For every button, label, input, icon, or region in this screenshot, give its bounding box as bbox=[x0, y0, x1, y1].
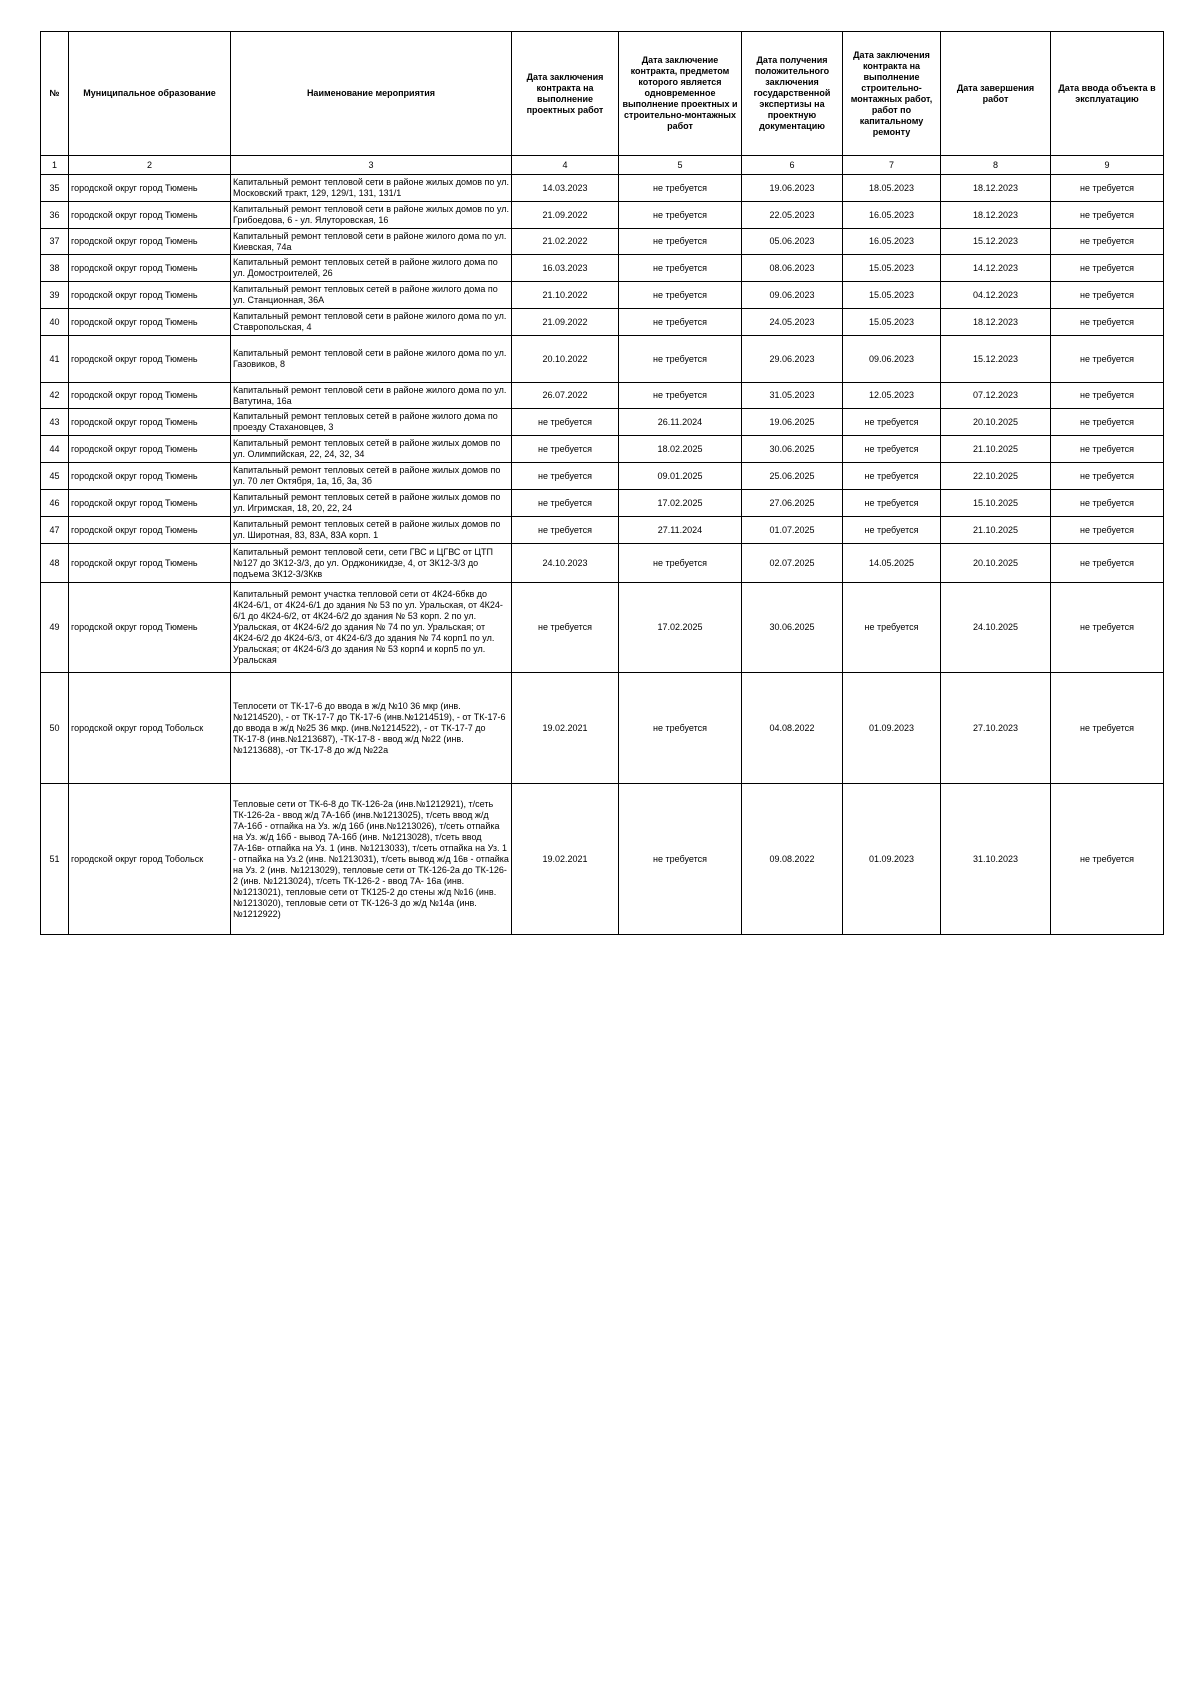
cell-municipality: городской округ город Тюмень bbox=[69, 383, 231, 409]
cell-commissioning-date: не требуется bbox=[1051, 409, 1164, 436]
cell-event-name: Капитальный ремонт тепловой сети в районе жилых домов по ул. Грибоедова, 6 - ул. Ялуторовская, 16 bbox=[231, 202, 512, 229]
cell-municipality: городской округ город Тюмень bbox=[69, 409, 231, 436]
schedule-table bbox=[40, 31, 1164, 935]
table-body bbox=[41, 175, 1164, 935]
header-cell-construction-contract-date: Дата заключения контракта на выполнение строительно-монтажных работ, работ по капитальному ремонту bbox=[843, 32, 941, 156]
cell-completion-date: 18.12.2023 bbox=[941, 175, 1051, 202]
cell-event-name: Теплосети от ТК-17-6 до ввода в ж/д №10 36 мкр (инв. №1214520), - от ТК-17-7 до ТК-17-6 (инв.№1214519), - от ТК-17-6 до ввода в ж/д №25 36 мкр. (инв.№1214522), - от ТК-17-7 до ТК-17-8 (инв.№1213687), -ТК-17-8 - ввод ж/д №22 (инв. №1213688), -от ТК-17-8 до ж/д №22а bbox=[231, 673, 512, 784]
cell-municipality: городской округ город Тюмень bbox=[69, 463, 231, 490]
cell-completion-date: 04.12.2023 bbox=[941, 282, 1051, 309]
cell-combined-contract-date: 17.02.2025 bbox=[619, 583, 742, 673]
cell-commissioning-date: не требуется bbox=[1051, 544, 1164, 583]
cell-row-number: 41 bbox=[41, 336, 69, 383]
cell-completion-date: 24.10.2025 bbox=[941, 583, 1051, 673]
cell-design-contract-date: не требуется bbox=[512, 517, 619, 544]
table-row bbox=[41, 383, 1164, 409]
table-row bbox=[41, 490, 1164, 517]
cell-row-number: 51 bbox=[41, 784, 69, 935]
cell-design-contract-date: не требуется bbox=[512, 436, 619, 463]
cell-expertise-date: 25.06.2025 bbox=[742, 463, 843, 490]
cell-completion-date: 21.10.2025 bbox=[941, 517, 1051, 544]
cell-event-name: Капитальный ремонт тепловых сетей в районе жилых домов по ул. 70 лет Октября, 1а, 1б, 3а, 3б bbox=[231, 463, 512, 490]
cell-commissioning-date: не требуется bbox=[1051, 202, 1164, 229]
cell-commissioning-date: не требуется bbox=[1051, 583, 1164, 673]
cell-commissioning-date: не требуется bbox=[1051, 383, 1164, 409]
cell-row-number: 45 bbox=[41, 463, 69, 490]
cell-row-number: 42 bbox=[41, 383, 69, 409]
table-row bbox=[41, 784, 1164, 935]
cell-event-name: Капитальный ремонт тепловой сети в районе жилых домов по ул. Московский тракт, 129, 129/1, 131, 131/1 bbox=[231, 175, 512, 202]
cell-expertise-date: 22.05.2023 bbox=[742, 202, 843, 229]
column-number: 5 bbox=[619, 156, 742, 175]
cell-design-contract-date: 21.10.2022 bbox=[512, 282, 619, 309]
cell-completion-date: 27.10.2023 bbox=[941, 673, 1051, 784]
cell-design-contract-date: 21.02.2022 bbox=[512, 229, 619, 255]
cell-design-contract-date: не требуется bbox=[512, 583, 619, 673]
column-number: 3 bbox=[231, 156, 512, 175]
cell-completion-date: 14.12.2023 bbox=[941, 255, 1051, 282]
cell-event-name: Капитальный ремонт тепловой сети в районе жилого дома по ул. Ставропольская, 4 bbox=[231, 309, 512, 336]
cell-municipality: городской округ город Тюмень bbox=[69, 544, 231, 583]
cell-construction-contract-date: 16.05.2023 bbox=[843, 229, 941, 255]
cell-combined-contract-date: 17.02.2025 bbox=[619, 490, 742, 517]
cell-event-name: Капитальный ремонт участка тепловой сети от 4К24-6бкв до 4К24-6/1, от 4К24-6/1 до здания № 53 по ул. Уральская, от 4К24-6/1 до 4К24-6/2, от 4К24-6/2 до здания № 53 корп. 2 по ул. Уральская, от 4К24-6/2 до здания № 74 по ул. Уральская; от 4К24-6/2 до 4К24-6/3, от 4К24-6/3 до здания № 74 корп1 по ул. Уральская; от 4К24-6/3 до здания № 53 корп4 и корп5 по ул. Уральская bbox=[231, 583, 512, 673]
cell-construction-contract-date: 18.05.2023 bbox=[843, 175, 941, 202]
cell-event-name: Капитальный ремонт тепловых сетей в районе жилых домов по ул. Олимпийская, 22, 24, 32, 34 bbox=[231, 436, 512, 463]
cell-design-contract-date: 20.10.2022 bbox=[512, 336, 619, 383]
header-cell-expertise-date: Дата получения положительного заключения государственной экспертизы на проектную документацию bbox=[742, 32, 843, 156]
cell-row-number: 39 bbox=[41, 282, 69, 309]
cell-design-contract-date: 26.07.2022 bbox=[512, 383, 619, 409]
cell-completion-date: 20.10.2025 bbox=[941, 544, 1051, 583]
cell-completion-date: 20.10.2025 bbox=[941, 409, 1051, 436]
cell-expertise-date: 09.06.2023 bbox=[742, 282, 843, 309]
cell-construction-contract-date: не требуется bbox=[843, 490, 941, 517]
cell-completion-date: 22.10.2025 bbox=[941, 463, 1051, 490]
cell-construction-contract-date: не требуется bbox=[843, 517, 941, 544]
cell-design-contract-date: 16.03.2023 bbox=[512, 255, 619, 282]
cell-construction-contract-date: 01.09.2023 bbox=[843, 784, 941, 935]
cell-construction-contract-date: 14.05.2025 bbox=[843, 544, 941, 583]
cell-design-contract-date: 14.03.2023 bbox=[512, 175, 619, 202]
cell-expertise-date: 01.07.2025 bbox=[742, 517, 843, 544]
cell-row-number: 43 bbox=[41, 409, 69, 436]
cell-municipality: городской округ город Тюмень bbox=[69, 175, 231, 202]
cell-row-number: 36 bbox=[41, 202, 69, 229]
cell-municipality: городской округ город Тюмень bbox=[69, 517, 231, 544]
cell-completion-date: 15.10.2025 bbox=[941, 490, 1051, 517]
cell-commissioning-date: не требуется bbox=[1051, 436, 1164, 463]
cell-completion-date: 18.12.2023 bbox=[941, 309, 1051, 336]
table-row bbox=[41, 336, 1164, 383]
cell-event-name: Капитальный ремонт тепловых сетей в районе жилого дома по ул. Станционная, 36А bbox=[231, 282, 512, 309]
cell-municipality: городской округ город Тюмень bbox=[69, 436, 231, 463]
cell-expertise-date: 31.05.2023 bbox=[742, 383, 843, 409]
column-number: 9 bbox=[1051, 156, 1164, 175]
cell-construction-contract-date: 09.06.2023 bbox=[843, 336, 941, 383]
cell-row-number: 50 bbox=[41, 673, 69, 784]
cell-completion-date: 31.10.2023 bbox=[941, 784, 1051, 935]
cell-row-number: 48 bbox=[41, 544, 69, 583]
cell-construction-contract-date: 15.05.2023 bbox=[843, 309, 941, 336]
column-number: 6 bbox=[742, 156, 843, 175]
cell-expertise-date: 30.06.2025 bbox=[742, 436, 843, 463]
cell-combined-contract-date: не требуется bbox=[619, 202, 742, 229]
cell-design-contract-date: не требуется bbox=[512, 409, 619, 436]
cell-construction-contract-date: не требуется bbox=[843, 409, 941, 436]
cell-municipality: городской округ город Тобольск bbox=[69, 784, 231, 935]
column-number: 8 bbox=[941, 156, 1051, 175]
header-cell-combined-contract-date: Дата заключение контракта, предметом которого является одновременное выполнение проектных и строительно-монтажных работ bbox=[619, 32, 742, 156]
cell-combined-contract-date: не требуется bbox=[619, 229, 742, 255]
cell-commissioning-date: не требуется bbox=[1051, 463, 1164, 490]
cell-commissioning-date: не требуется bbox=[1051, 784, 1164, 935]
cell-construction-contract-date: 15.05.2023 bbox=[843, 255, 941, 282]
header-cell-design-contract-date: Дата заключения контракта на выполнение проектных работ bbox=[512, 32, 619, 156]
cell-construction-contract-date: не требуется bbox=[843, 583, 941, 673]
cell-commissioning-date: не требуется bbox=[1051, 229, 1164, 255]
cell-completion-date: 15.12.2023 bbox=[941, 229, 1051, 255]
cell-combined-contract-date: не требуется bbox=[619, 784, 742, 935]
cell-design-contract-date: не требуется bbox=[512, 463, 619, 490]
cell-commissioning-date: не требуется bbox=[1051, 673, 1164, 784]
cell-completion-date: 21.10.2025 bbox=[941, 436, 1051, 463]
cell-event-name: Капитальный ремонт тепловой сети в районе жилого дома по ул. Газовиков, 8 bbox=[231, 336, 512, 383]
column-number: 4 bbox=[512, 156, 619, 175]
cell-commissioning-date: не требуется bbox=[1051, 175, 1164, 202]
cell-commissioning-date: не требуется bbox=[1051, 490, 1164, 517]
cell-construction-contract-date: не требуется bbox=[843, 436, 941, 463]
cell-municipality: городской округ город Тюмень bbox=[69, 229, 231, 255]
cell-expertise-date: 19.06.2023 bbox=[742, 175, 843, 202]
cell-combined-contract-date: не требуется bbox=[619, 309, 742, 336]
table-row bbox=[41, 463, 1164, 490]
cell-completion-date: 07.12.2023 bbox=[941, 383, 1051, 409]
cell-row-number: 47 bbox=[41, 517, 69, 544]
cell-municipality: городской округ город Тюмень bbox=[69, 309, 231, 336]
cell-expertise-date: 27.06.2025 bbox=[742, 490, 843, 517]
cell-construction-contract-date: 01.09.2023 bbox=[843, 673, 941, 784]
header-row bbox=[41, 32, 1164, 156]
header-cell-event-name: Наименование мероприятия bbox=[231, 32, 512, 156]
cell-design-contract-date: 19.02.2021 bbox=[512, 673, 619, 784]
table-row bbox=[41, 673, 1164, 784]
cell-event-name: Капитальный ремонт тепловых сетей в районе жилого дома по проезду Стахановцев, 3 bbox=[231, 409, 512, 436]
cell-expertise-date: 04.08.2022 bbox=[742, 673, 843, 784]
column-number: 7 bbox=[843, 156, 941, 175]
cell-municipality: городской округ город Тюмень bbox=[69, 282, 231, 309]
header-cell-number: № bbox=[41, 32, 69, 156]
cell-combined-contract-date: не требуется bbox=[619, 544, 742, 583]
cell-event-name: Капитальный ремонт тепловой сети в районе жилого дома по ул. Ватутина, 16а bbox=[231, 383, 512, 409]
cell-commissioning-date: не требуется bbox=[1051, 282, 1164, 309]
table-row bbox=[41, 175, 1164, 202]
cell-construction-contract-date: не требуется bbox=[843, 463, 941, 490]
table-row bbox=[41, 255, 1164, 282]
column-number: 1 bbox=[41, 156, 69, 175]
cell-row-number: 40 bbox=[41, 309, 69, 336]
cell-construction-contract-date: 15.05.2023 bbox=[843, 282, 941, 309]
cell-design-contract-date: 21.09.2022 bbox=[512, 309, 619, 336]
column-number: 2 bbox=[69, 156, 231, 175]
cell-combined-contract-date: не требуется bbox=[619, 175, 742, 202]
cell-event-name: Капитальный ремонт тепловых сетей в районе жилых домов по ул. Широтная, 83, 83А, 83А корп. 1 bbox=[231, 517, 512, 544]
cell-design-contract-date: 24.10.2023 bbox=[512, 544, 619, 583]
cell-expertise-date: 08.06.2023 bbox=[742, 255, 843, 282]
cell-combined-contract-date: не требуется bbox=[619, 673, 742, 784]
cell-municipality: городской округ город Тюмень bbox=[69, 202, 231, 229]
cell-row-number: 49 bbox=[41, 583, 69, 673]
cell-row-number: 38 bbox=[41, 255, 69, 282]
cell-expertise-date: 19.06.2025 bbox=[742, 409, 843, 436]
cell-row-number: 46 bbox=[41, 490, 69, 517]
cell-design-contract-date: 19.02.2021 bbox=[512, 784, 619, 935]
cell-municipality: городской округ город Тюмень bbox=[69, 583, 231, 673]
cell-commissioning-date: не требуется bbox=[1051, 517, 1164, 544]
header-cell-commissioning-date: Дата ввода объекта в эксплуатацию bbox=[1051, 32, 1164, 156]
table-row bbox=[41, 436, 1164, 463]
cell-event-name: Капитальный ремонт тепловых сетей в районе жилых домов по ул. Игримская, 18, 20, 22, 24 bbox=[231, 490, 512, 517]
header-cell-municipality: Муниципальное образование bbox=[69, 32, 231, 156]
cell-combined-contract-date: не требуется bbox=[619, 282, 742, 309]
cell-combined-contract-date: не требуется bbox=[619, 383, 742, 409]
cell-event-name: Капитальный ремонт тепловой сети в районе жилого дома по ул. Киевская, 74а bbox=[231, 229, 512, 255]
cell-expertise-date: 30.06.2025 bbox=[742, 583, 843, 673]
cell-expertise-date: 02.07.2025 bbox=[742, 544, 843, 583]
cell-municipality: городской округ город Тюмень bbox=[69, 336, 231, 383]
table-row bbox=[41, 309, 1164, 336]
cell-commissioning-date: не требуется bbox=[1051, 255, 1164, 282]
cell-row-number: 35 bbox=[41, 175, 69, 202]
cell-completion-date: 15.12.2023 bbox=[941, 336, 1051, 383]
cell-construction-contract-date: 12.05.2023 bbox=[843, 383, 941, 409]
header-cell-completion-date: Дата завершения работ bbox=[941, 32, 1051, 156]
table-row bbox=[41, 229, 1164, 255]
cell-combined-contract-date: 27.11.2024 bbox=[619, 517, 742, 544]
cell-expertise-date: 29.06.2023 bbox=[742, 336, 843, 383]
table-row bbox=[41, 282, 1164, 309]
cell-commissioning-date: не требуется bbox=[1051, 336, 1164, 383]
column-number-row bbox=[41, 156, 1164, 175]
cell-row-number: 37 bbox=[41, 229, 69, 255]
cell-event-name: Тепловые сети от ТК-6-8 до ТК-126-2а (инв.№1212921), т/сеть ТК-126-2а - ввод ж/д 7А-16б (инв.№1213025), т/сеть ввод ж/д 7А-16б - отпайка на Уз. ж/д 16б (инв.№1213026), т/сеть отпайка на Уз. ж/д 16б - вывод 7А-16б (инв. №1213028), т/сеть ввод 7А-16в- отпайка на Уз. 1 (инв. №1213033), т/сеть отпайка на Уз. 1 - отпайка на Уз.2 (инв. №1213031), т/сеть вывод ж/д 16в - отпайка на Уз. 2 (инв. №1213029), тепловые сети от ТК-126-2а до ТК-126-2 (инв. №1213024), т/сеть ТК-126-2 - ввод 7А- 16а (инв.№1213021), тепловые сети от ТК125-2 до стены ж/д №16 (инв. №1213020), тепловые сети от ТК-126-3 до ж/д №14а (инв. №1212922) bbox=[231, 784, 512, 935]
cell-combined-contract-date: 26.11.2024 bbox=[619, 409, 742, 436]
cell-row-number: 44 bbox=[41, 436, 69, 463]
cell-municipality: городской округ город Тюмень bbox=[69, 255, 231, 282]
cell-construction-contract-date: 16.05.2023 bbox=[843, 202, 941, 229]
cell-event-name: Капитальный ремонт тепловой сети, сети ГВС и ЦГВС от ЦТП №127 до ЗК12-3/3, до ул. Орджоникидзе, 4, от ЗК12-3/3 до подъема ЗК12-3/3Ккв bbox=[231, 544, 512, 583]
cell-design-contract-date: 21.09.2022 bbox=[512, 202, 619, 229]
cell-combined-contract-date: 18.02.2025 bbox=[619, 436, 742, 463]
cell-combined-contract-date: 09.01.2025 bbox=[619, 463, 742, 490]
cell-completion-date: 18.12.2023 bbox=[941, 202, 1051, 229]
cell-expertise-date: 09.08.2022 bbox=[742, 784, 843, 935]
table-row bbox=[41, 409, 1164, 436]
cell-commissioning-date: не требуется bbox=[1051, 309, 1164, 336]
cell-event-name: Капитальный ремонт тепловых сетей в районе жилого дома по ул. Домостроителей, 26 bbox=[231, 255, 512, 282]
cell-municipality: городской округ город Тобольск bbox=[69, 673, 231, 784]
table-row bbox=[41, 544, 1164, 583]
table-row bbox=[41, 202, 1164, 229]
cell-municipality: городской округ город Тюмень bbox=[69, 490, 231, 517]
table-row bbox=[41, 517, 1164, 544]
table-row bbox=[41, 583, 1164, 673]
cell-design-contract-date: не требуется bbox=[512, 490, 619, 517]
cell-combined-contract-date: не требуется bbox=[619, 255, 742, 282]
cell-expertise-date: 05.06.2023 bbox=[742, 229, 843, 255]
cell-expertise-date: 24.05.2023 bbox=[742, 309, 843, 336]
cell-combined-contract-date: не требуется bbox=[619, 336, 742, 383]
